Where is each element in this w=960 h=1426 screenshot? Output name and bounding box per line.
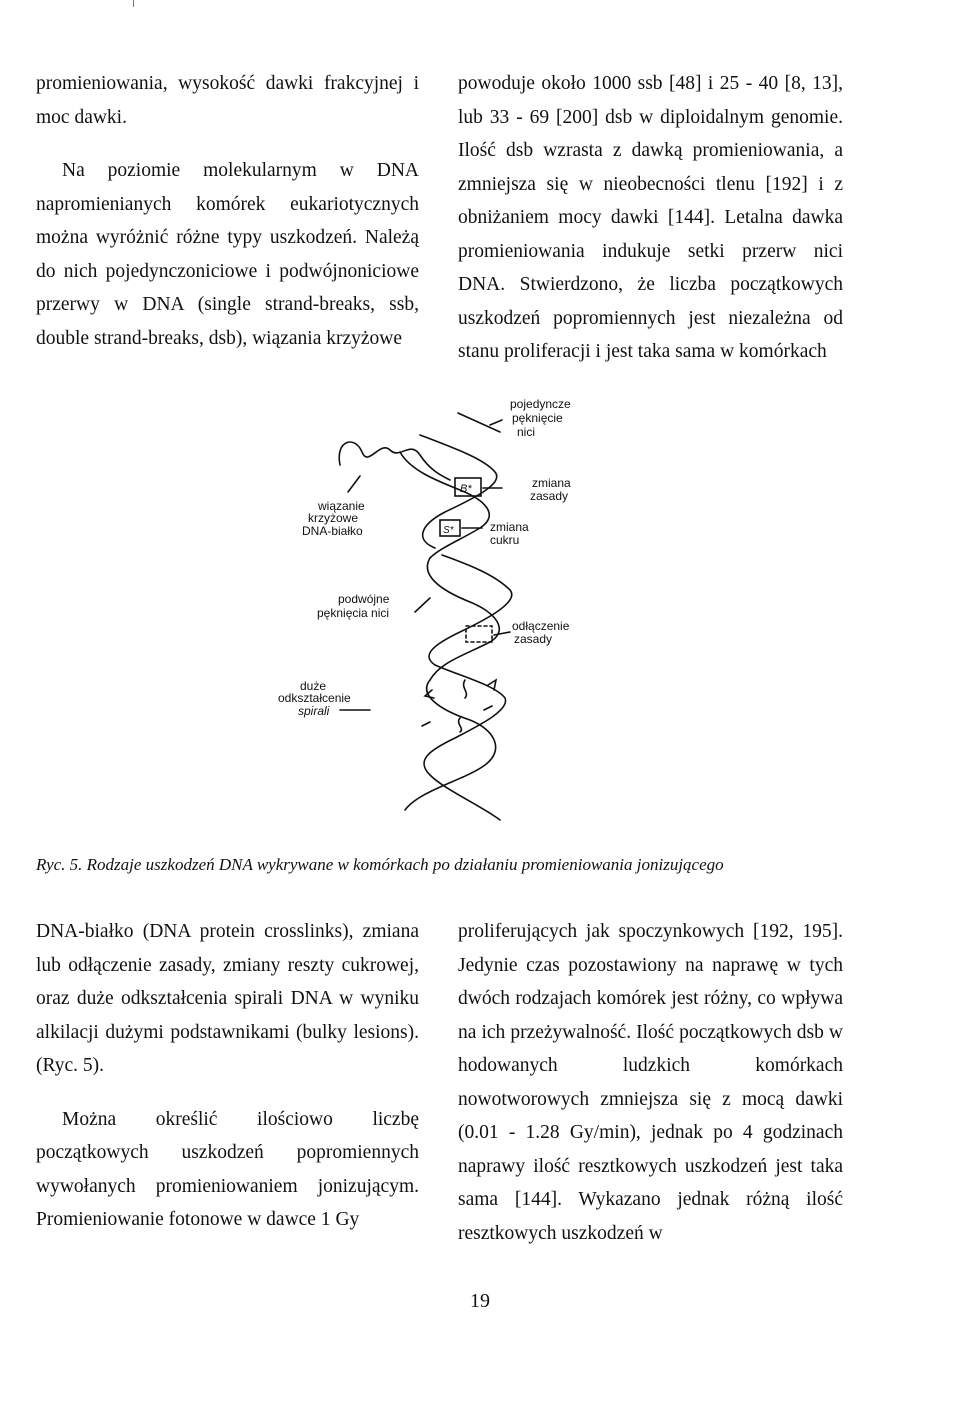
label-base-change: zmiana	[532, 476, 571, 490]
bulky-lesion-icon	[464, 680, 467, 698]
label-dsb: podwójne	[338, 592, 390, 606]
helix-strand	[420, 435, 497, 548]
sugar-box-label: S*	[443, 525, 454, 536]
label-base-loss: zasady	[514, 632, 553, 646]
bulky-lesion-icon	[484, 706, 492, 710]
paragraph: powoduje około 1000 ssb [48] i 25 - 40 [8, 13], lub 33 - 69 [200] dsb w diploidalnym genomie. Ilość dsb wzrasta z dawką promieniowania, a zmniejsza się w nieobecności tlenu [192] i z obniżaniem mocy dawki [144]. Letalna dawka promieniowania indukuje setki przerw nici DNA. Stwierdzono, że liczba początkowych uszkodzeń popromiennych jest niezależna od stanu proliferacji i jest taka sama w komórkach	[458, 73, 843, 362]
label-crosslink: DNA-białko	[302, 524, 363, 538]
label-ssb: nici	[517, 425, 536, 439]
label-sugar-change: zmiana	[490, 520, 529, 534]
label-dsb: pęknięcia nici	[317, 606, 390, 620]
label-ssb: pęknięcie	[512, 411, 563, 425]
label-bulky: spirali	[298, 704, 330, 718]
text-column-top-left	[36, 67, 419, 355]
protein-loop-icon	[339, 442, 450, 480]
helix-strand	[400, 452, 489, 558]
bulky-lesion-icon	[422, 722, 430, 726]
label-bulky: odkształcenie	[278, 691, 351, 705]
label-bulky: duże	[300, 679, 327, 693]
figure-caption: Ryc. 5. Rodzaje uszkodzeń DNA wykrywane w komórkach po działaniu promieniowania jonizującego	[36, 855, 724, 874]
label-crosslink: wiązanie	[318, 499, 365, 513]
paragraph: Na poziomie molekularnym w DNA napromienianych komórek eukariotycznych można wyróżnić różne typy uszkodzeń. Należą do nich pojedynczoniciowe i podwójnoniciowe przerwy w DNA (single strand-breaks, ssb, double strand-breaks, dsb), wiązania krzyżowe	[36, 160, 419, 349]
label-crosslink: krzyżowe	[308, 511, 359, 525]
label-sugar-change: cukru	[490, 533, 520, 547]
helix-strand	[427, 558, 499, 680]
helix-strand	[429, 555, 512, 665]
paragraph: DNA-białko (DNA protein crosslinks), zmiana lub odłączenie zasady, zmiany reszty cukrowej, oraz duże odkształcenia spirali DNA w wyniku alkilacji dużymi podstawnikami (bulky lesions). (Ryc. 5).	[36, 921, 419, 1076]
paragraph: promieniowania, wysokość dawki frakcyjnej i moc dawki.	[36, 73, 419, 128]
text-column-bottom-right	[458, 915, 843, 1250]
label-base-loss: odłączenie	[512, 619, 570, 633]
text-column-top-right	[458, 67, 843, 369]
paragraph: proliferujących jak spoczynkowych [192, 195]. Jedynie czas pozostawiony na naprawę w tych dwóch rodzajach komórek jest różny, co wpływa na ich przeżywalność. Ilość początkowych dsb w hodowanych ludzkich komórkach nowotworowych zmniejsza się z mocą dawki (0.01 - 1.28 Gy/min), jednak po 4 godzinach naprawy ilość resztkowych uszkodzeń jest taka sama [144]. Wykazano jednak różną ilość resztkowych uszkodzeń w	[458, 921, 843, 1244]
page-number: 19	[470, 1290, 490, 1312]
label-ssb: pojedyncze	[510, 397, 571, 411]
dna-damage-figure	[270, 380, 630, 840]
text-column-bottom-left	[36, 915, 419, 1237]
missing-base-box	[466, 626, 492, 642]
scan-mark	[133, 0, 134, 7]
base-box-label: B*	[460, 483, 472, 495]
label-base-change: zasady	[530, 489, 569, 503]
bulky-lesion-icon	[459, 718, 462, 732]
paragraph: Można określić ilościowo liczbę początkowych uszkodzeń popromiennych wywołanych promieniowaniem jonizującym. Promieniowanie fotonowe w dawce 1 Gy	[36, 1108, 419, 1230]
